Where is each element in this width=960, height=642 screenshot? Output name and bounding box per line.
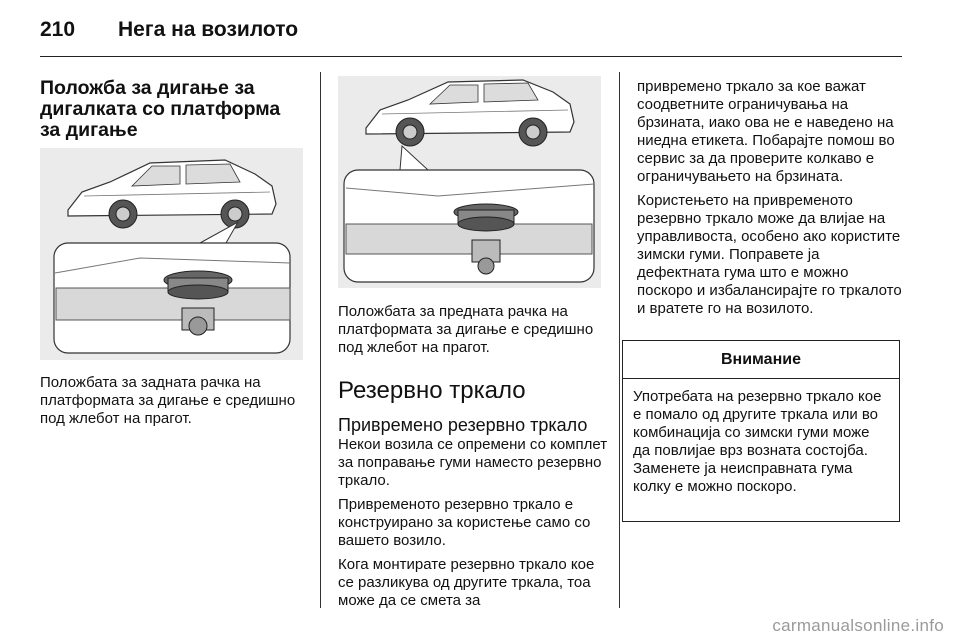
front-lift-illustration <box>338 76 601 288</box>
front-lift-caption: Положбата за предната рачка на платформата за дигање е средишно под жлебот на прагот. <box>338 303 594 356</box>
column-divider-1 <box>320 72 321 608</box>
rear-lift-caption: Положбата за задната рачка на платформата за дигање е средишно под жлебот на прагот. <box>40 374 296 427</box>
notice-body: Употребата на резервно тркало кое е помало од другите тркала или во комбинација со зимски гуми може да повлијае врз возната состојба. Заменете ја неисправната гума колку е можно поскоро. <box>633 388 882 495</box>
column-2 <box>338 303 608 616</box>
page-number: 210 <box>40 18 76 41</box>
rear-lift-illustration <box>40 148 303 360</box>
section-title: Резервно тркало <box>338 377 526 404</box>
notice-box <box>622 340 900 522</box>
page-title: Нега на возилото <box>118 18 299 41</box>
paragraph: Користењето на привременото резервно тркало може да влијае на управливоста, особено ако користите зимски гуми. Поправете ја дефектната гума што е можно поскоро и избалансирајте го тркалото и вратете го на возилото. <box>637 192 902 317</box>
paragraph: привремено тркало за кое важат соодветните ограничувања на брзината, иако ова не е наведено на ниедна етикета. Побарајте помош во сервис за да проверите колкаво е ограничувањето на брзината. <box>637 78 895 185</box>
rear-lift-figure <box>40 148 303 360</box>
watermark: carmanualsonline.info <box>772 616 944 635</box>
column-divider-2 <box>619 72 620 608</box>
notice-title: Внимание <box>623 341 899 379</box>
paragraph: Кога монтирате резервно тркало кое се разликува од другите тркала, тоа може да се смета за <box>338 556 595 609</box>
paragraph: Привременото резервно тркало е конструирано за користење само со вашето возило. <box>338 496 591 549</box>
column-1 <box>40 78 305 141</box>
paragraph: Некои возила се опремени со комплет за поправање гуми наместо резервно тркало. <box>338 436 608 489</box>
header-rule <box>40 56 902 57</box>
column-1-caption-block <box>40 374 310 434</box>
column-3 <box>637 78 905 324</box>
lift-position-heading: Положба за дигање за дигалката со платформа за дигање <box>40 77 281 141</box>
front-lift-figure <box>338 76 601 288</box>
subsection-title: Привремено резервно тркало <box>338 415 588 435</box>
